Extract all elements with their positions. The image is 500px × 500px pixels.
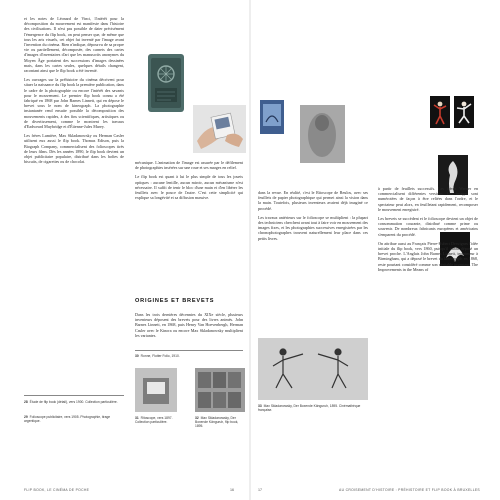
photo-ritoscope-device <box>135 368 177 412</box>
photo-dancer-red <box>430 96 450 128</box>
paragraph: dans la revue. En réalité, c'est le Ritoscope de Reulos, avec ses feuillets de papier photographique qui permet ainsi la vision dans la main. Toutefois, plusieurs inventeurs avaient déjà imaginé ce procédé. <box>258 190 368 211</box>
caption-number: 30 <box>135 354 139 358</box>
paragraph: Les frères Lumière, Max Skladanowsky ou Herman Casler utilisent eux aussi le flip book. Thomas Edison, puis la Biograph Company, commercialisent des folioscopes tirés de leurs films. Dès les années 1890, le flip book devient un objet publicitaire populaire, distribué dans les boîtes de biscuits, de cigarettes ou de chocolat. <box>24 133 124 165</box>
left-column-text <box>24 16 124 168</box>
section-text <box>135 312 243 342</box>
photo-ritoscope-fragment <box>145 50 187 118</box>
caption-number: 28 <box>24 400 28 404</box>
right-second-column-text <box>378 186 478 276</box>
photo-hands-flipbook <box>193 105 246 153</box>
page-number-right: 17 <box>258 488 262 492</box>
page-number-left: 16 <box>230 488 234 492</box>
caption <box>24 415 124 423</box>
photo-dancer-white <box>454 96 474 128</box>
photo-fencers <box>258 338 368 400</box>
running-footer-left: FLIP BOOK, LE CINÉMA DE POCHE <box>24 488 90 492</box>
caption-divider <box>135 350 243 351</box>
caption-number: 33 <box>258 404 262 408</box>
caption-text: Étude de flip book (détail), vers 1900. Collection particulière. <box>29 400 118 404</box>
caption-number: 32 <box>195 416 199 420</box>
caption-text: Folioscope publicitaire, vers 1905. Photographie, tirage argentique. <box>24 415 111 424</box>
photo-blurred-figure <box>300 105 345 163</box>
book-gutter <box>249 0 251 500</box>
right-column-text <box>258 190 368 245</box>
caption-text: Ritoscope, vers 1897. Collection particulière. <box>135 416 173 425</box>
caption-number: 31 <box>135 416 139 420</box>
left-second-column-text <box>135 160 243 204</box>
paragraph: Le flip book est quant à lui le plus simple de tous les jouets optiques : aucune lentille, aucun miroir, aucun mécanisme n'est nécessaire. Il suffit de tenir le bloc d'une main et d'en libérer les feuillets avec le pouce de l'autre. C'est cette simplicité qui explique sa longévité et sa diffusion massive. <box>135 174 243 201</box>
paragraph: Dans les trois dernières décennies du XIXe siècle, plusieurs inventeurs déposent des brevets pour des livres animés. John Barnes Linnett, en 1868, puis Henry Van Hoevenbergh, Herman Casler avec le Kinora ou encore Max Skladanowsky multiplient les variantes. <box>135 312 243 338</box>
photo-blue-flipbook <box>258 98 286 136</box>
paragraph: mécanique. L'animation de l'image est assurée par le défilement de photographies insérées sur une roue et ses marges en relief. <box>135 160 243 171</box>
paragraph: Les travaux antérieurs sur le folioscope se multiplient : la plupart des techniciens cherchent avant tout à faire voir en mouvement des images fixes, et les photographies successives enregistrées par les chronophotographes trouvent naturellement leur place dans ces petits livres. <box>258 214 368 241</box>
paragraph: et les notes de Léonard de Vinci, l'intérêt pour la décomposition du mouvement est manifeste dans l'histoire des civilisations. Il n'est pas possible de dater précisément l'émergence du flip book, on peut penser que, de même que tous les arts visuels, cet objet fut inventé par l'image avant l'invention du cinéma. Rien n'indique, dépourvu de sa propre vie ou partiellement, décomposée, des carnets des cartes d'images d'inventaires d'art que les manuscrits anonymes du Moyen Âge portaient des successions d'images dessinées mais, dans les cartes seules, quelques détails changent, racontant ainsi que le flip book a été inventé. <box>24 16 124 74</box>
caption <box>258 404 368 412</box>
section-heading: ORIGINES ET BREVETS <box>135 298 215 304</box>
caption-divider <box>24 395 124 396</box>
caption-text: Max Skladanowsky, Der Boxende Känguruh, 1895. Cinémathèque française. <box>258 404 361 413</box>
caption <box>135 416 187 424</box>
caption-text: Max Skladanowsky, Der Boxende Känguruh, flip book, 1895. <box>195 416 239 429</box>
caption <box>135 354 243 358</box>
paragraph: Les ouvrages sur la préhistoire du cinéma décrivent pour situer la naissance du flip book la première publication, dans le cadre de la photographie ou encore l'intérêt des savants pour le mouvement. Le premier flip book connu a été fabriqué en 1868 par John Barnes Linnett, qui en dépose le brevet sous le nom de kineograph. La photographie instantanée rend ensuite possible la décomposition des mouvements rapides, à des fins scientifiques, artistiques ou de divertissement, comme le montrent les travaux d'Eadweard Muybridge et d'Étienne-Jules Marey. <box>24 77 124 130</box>
paragraph: On attribue aussi au Français Pierre-Hubert Desvignes l'idée initiale du flip book, vers 1860, puisqu'il aurait déposé un brevet proche. L'Anglais John Barnes Linnett, imprimeur à Birmingham, qui a déposé le brevet du kineograph en 1868, reste pourtant considéré comme son véritable inventeur. The Improvements in the Means of <box>378 240 478 272</box>
running-footer-right: AU CROISEMENT D'HISTOIRE : PRÉHISTOIRE ET FLIP BOOK À BRUXELLES <box>339 488 480 492</box>
photo-strip-frames <box>195 368 245 412</box>
caption <box>195 416 245 429</box>
paragraph: Les brevets se succèdent et le folioscope devient un objet de consommation courante, distribué comme prime ou souvenir. De nombreux fabricants européens et américains s'emparent du procédé. <box>378 216 478 237</box>
paragraph: à partir de feuillets successifs. Les frères Werner en commercialisent différentes versions. Les images sont numérotées de façon à être reliées dans l'ordre, et le spectateur peut alors, en feuilletant rapidement, recomposer le mouvement enregistré. <box>378 186 478 212</box>
caption-number: 29 <box>24 415 28 419</box>
caption <box>24 400 124 404</box>
caption-text: Ronne, Flutter Folio, 1910. <box>140 354 180 358</box>
